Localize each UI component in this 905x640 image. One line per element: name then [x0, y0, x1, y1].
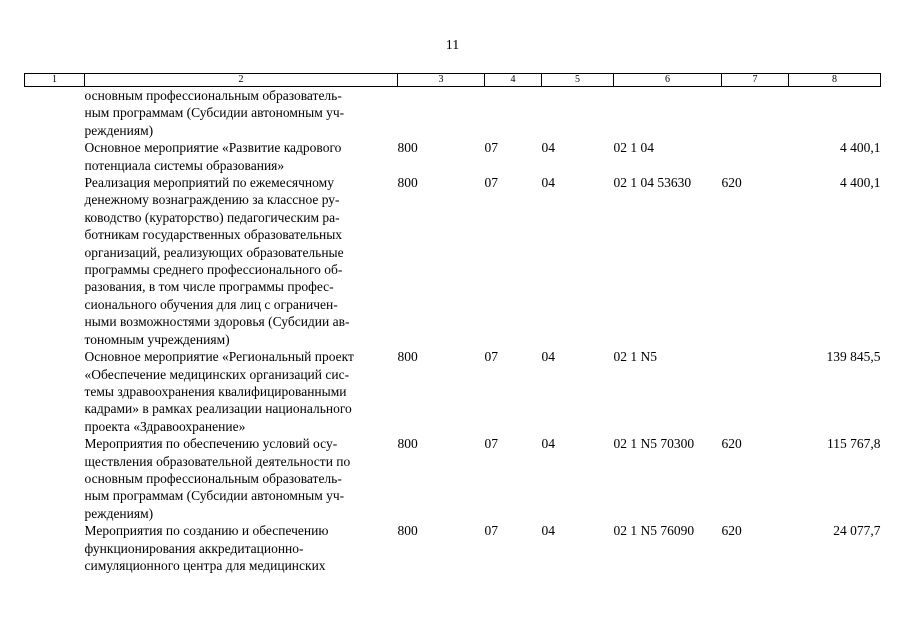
row-number-cell: [25, 435, 85, 522]
item-name-line: организаций, реализующих образовательные: [84, 244, 344, 260]
item-name-line: программы среднего профессионального об-: [84, 262, 343, 278]
subsection-code-cell: 04: [541, 349, 555, 365]
item-name-line: кадрами» в рамках реализации национального: [84, 401, 352, 417]
item-name-line: ботникам государственных образовательных: [84, 227, 343, 243]
column-header: 7: [722, 74, 789, 87]
expense-type-cell: 620: [721, 436, 742, 452]
row-number-cell: [25, 348, 85, 435]
section-code-cell: 07: [484, 140, 498, 156]
subsection-code-cell: 04: [541, 523, 555, 539]
item-name-line: Мероприятия по созданию и обеспечению: [84, 523, 329, 539]
subsection-code-cell: 04: [541, 436, 555, 452]
item-name-cell: [85, 522, 398, 574]
row-number-cell: [25, 174, 85, 348]
item-name-line: Основное мероприятие «Развитие кадрового: [84, 140, 342, 156]
department-code-cell: 800: [397, 349, 418, 365]
page-number: 11: [445, 38, 460, 53]
item-name-line: основным профессиональным образователь-: [84, 470, 342, 486]
item-name-line: ными возможностями здоровья (Субсидии ав-: [84, 314, 350, 330]
expense-type-cell: 620: [721, 175, 742, 191]
target-article-cell: 02 1 N5 70300: [613, 436, 695, 452]
table-row: [25, 139, 881, 174]
item-name-line: ным программам (Субсидии автономным уч-: [84, 488, 345, 504]
amount-cell: 115 767,8: [827, 436, 881, 452]
table-row: [25, 174, 881, 348]
item-name-cell: [85, 174, 398, 348]
item-name-line: основным профессиональным образователь-: [84, 88, 342, 103]
subsection-code-cell: 04: [541, 140, 555, 156]
target-article-cell: [614, 87, 722, 140]
item-name-cell: [85, 139, 398, 174]
column-header: 4: [485, 74, 542, 87]
column-header: 2: [85, 74, 398, 87]
row-number-cell: [25, 87, 85, 140]
item-name-line: разования, в том числе программы профес-: [84, 279, 334, 295]
target-article-cell: 02 1 04 53630: [613, 175, 692, 191]
item-name-line: темы здравоохранения квалифицированными: [84, 383, 347, 399]
subsection-code-cell: [542, 87, 614, 140]
item-name-cell: [85, 348, 398, 435]
item-name-line: сионального обучения для лиц с ограничен-: [84, 296, 338, 312]
table-row: [25, 435, 881, 522]
table-row: [25, 348, 881, 435]
item-name-line: Мероприятия по обеспечению условий осу-: [84, 436, 338, 452]
department-code-cell: 800: [397, 436, 418, 452]
item-name-line: тономным учреждениям): [84, 331, 230, 347]
section-code-cell: 07: [484, 436, 498, 452]
table-row: [25, 522, 881, 574]
amount-cell: 24 077,7: [833, 523, 881, 539]
amount-cell: 139 845,5: [826, 349, 881, 365]
table-body: [25, 87, 881, 575]
amount-cell: 4 400,1: [840, 175, 881, 191]
table-row: [25, 87, 881, 140]
expense-type-cell: [722, 139, 789, 174]
item-name-line: реждениям): [84, 122, 154, 138]
item-name-line: проекта «Здравоохранение»: [84, 418, 246, 434]
column-header: 5: [542, 74, 614, 87]
item-name-line: «Обеспечение медицинских организаций сис-: [84, 366, 350, 382]
item-name-line: Реализация мероприятий по ежемесячному: [84, 175, 334, 191]
item-name-line: Основное мероприятие «Региональный проект: [84, 349, 354, 365]
target-article-cell: 02 1 04: [613, 140, 654, 156]
section-code-cell: 07: [484, 523, 498, 539]
section-code-cell: 07: [484, 349, 498, 365]
item-name-line: симуляционного центра для медицинских: [84, 557, 326, 573]
section-code-cell: [485, 87, 542, 140]
amount-cell: [789, 87, 881, 140]
department-code-cell: 800: [397, 175, 418, 191]
item-name-line: функционирования аккредитационно-: [84, 540, 304, 556]
department-code-cell: [398, 87, 485, 140]
item-name-cell: [85, 87, 398, 140]
expense-type-cell: [722, 87, 789, 140]
item-name-cell: [85, 435, 398, 522]
column-header: 1: [25, 74, 85, 87]
department-code-cell: 800: [397, 523, 418, 539]
item-name-line: ществления образовательной деятельности по: [84, 453, 351, 469]
item-name-line: потенциала системы образования»: [84, 157, 285, 173]
item-name-line: ным программам (Субсидии автономным уч-: [84, 105, 345, 121]
column-number-header: [25, 74, 881, 87]
expense-type-cell: 620: [721, 523, 742, 539]
item-name-line: реждениям): [84, 505, 154, 521]
column-header: 8: [789, 74, 881, 87]
target-article-cell: 02 1 N5: [613, 349, 657, 365]
column-header: 3: [398, 74, 485, 87]
amount-cell: 4 400,1: [840, 140, 881, 156]
section-code-cell: 07: [484, 175, 498, 191]
department-code-cell: 800: [397, 140, 418, 156]
item-name-line: ководство (кураторство) педагогическим ра-: [84, 209, 340, 225]
column-header: 6: [614, 74, 722, 87]
expense-type-cell: [722, 348, 789, 435]
row-number-cell: [25, 139, 85, 174]
subsection-code-cell: 04: [541, 175, 555, 191]
budget-table: [24, 73, 881, 574]
row-number-cell: [25, 522, 85, 574]
item-name-line: денежному вознаграждению за классное ру-: [84, 192, 340, 208]
target-article-cell: 02 1 N5 76090: [613, 523, 695, 539]
